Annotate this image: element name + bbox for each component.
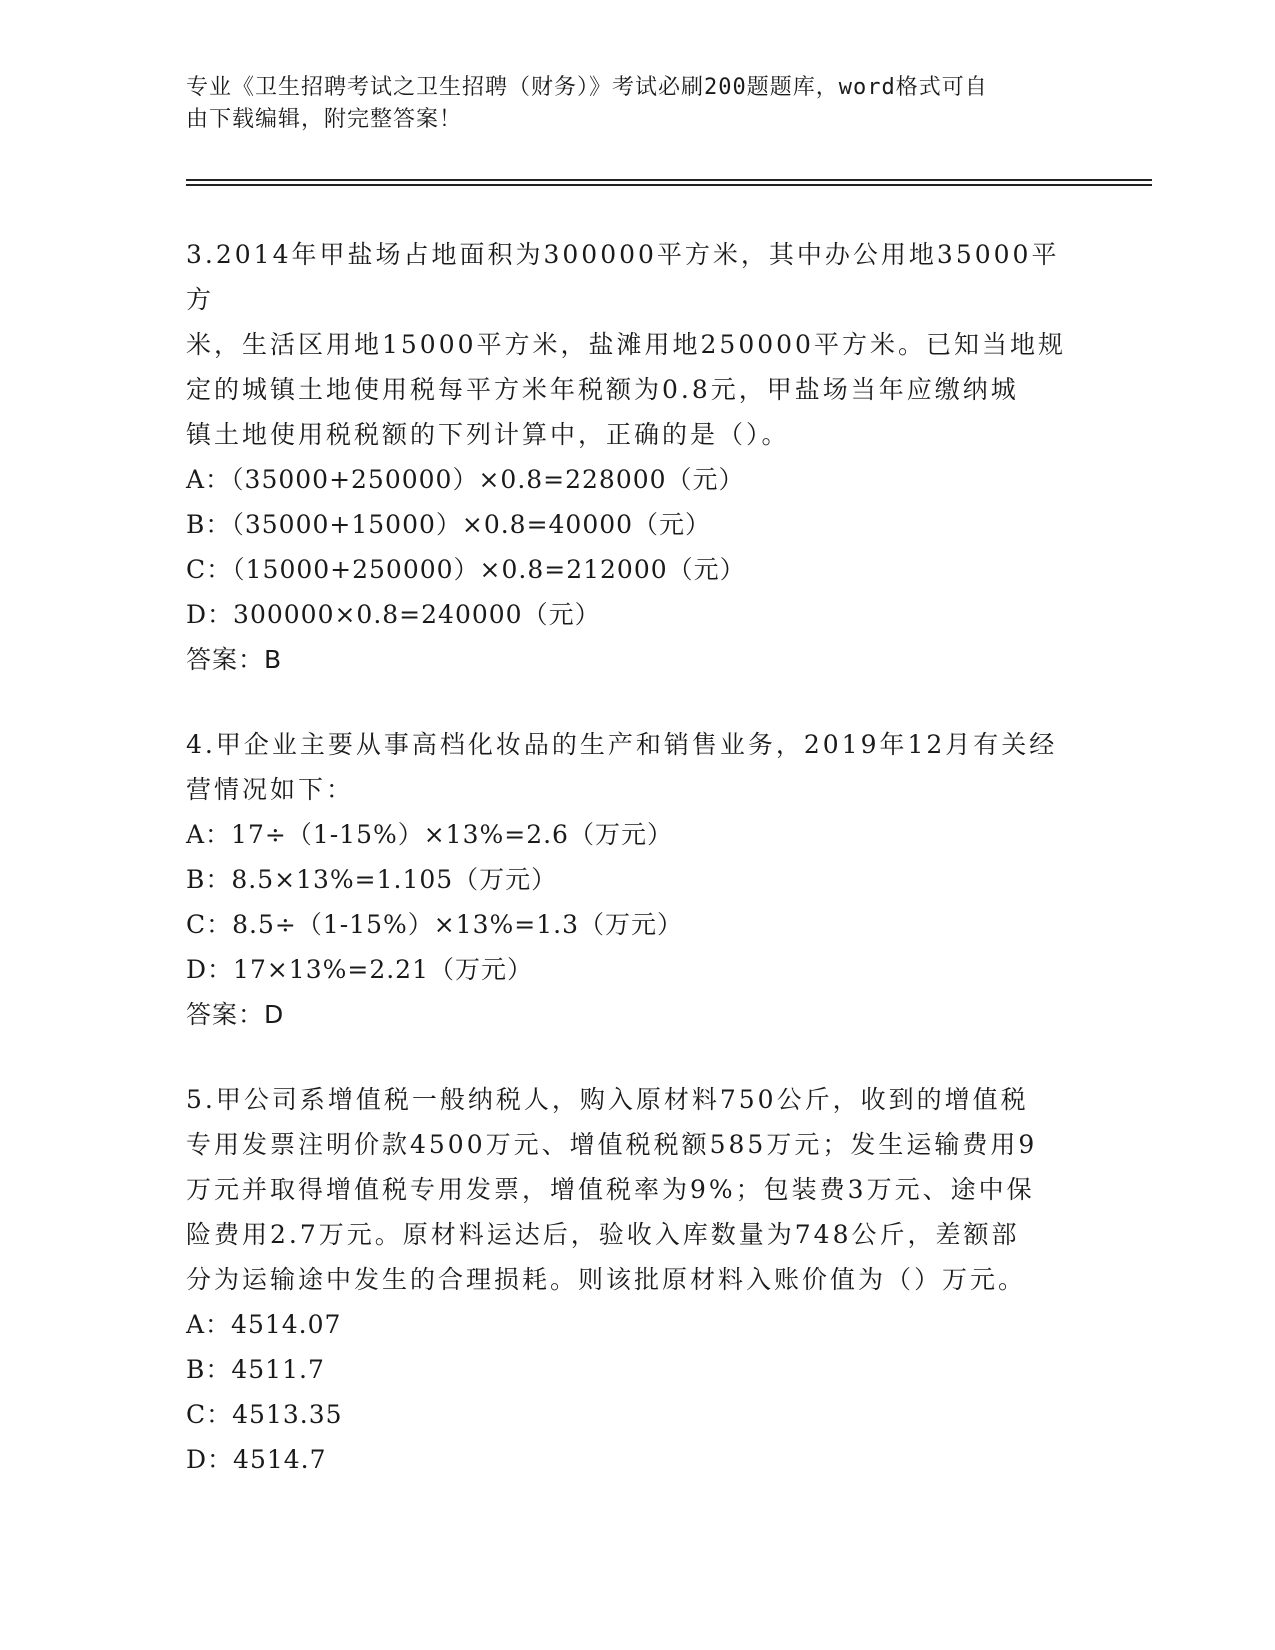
option-c: C：4513.35 [186, 1400, 343, 1429]
option-d: D：17×13%=2.21（万元） [186, 955, 533, 984]
stem-line: 险费用2.7万元。原材料运达后，验收入库数量为748公斤，差额部 [186, 1220, 1020, 1249]
stem-line: 专用发票注明价款4500万元、增值税税额585万元；发生运输费用9 [186, 1130, 1038, 1159]
option-c: C：8.5÷（1-15%）×13%=1.3（万元） [186, 910, 683, 939]
questions-list [186, 232, 1086, 1522]
option-b: B：4511.7 [186, 1355, 325, 1384]
question-stem [186, 232, 1086, 457]
header-line-2: 由下载编辑，附完整答案！ [186, 107, 463, 132]
option-a: A：（35000+250000）×0.8=228000（元） [186, 465, 745, 494]
option-a: A：17÷（1-15%）×13%=2.6（万元） [186, 820, 673, 849]
option-c: C：（15000+250000）×0.8=212000（元） [186, 555, 746, 584]
stem-line: 万元并取得增值税专用发票，增值税率为9%；包装费3万元、途中保 [186, 1175, 1035, 1204]
header-line-1: 专业《卫生招聘考试之卫生招聘（财务）》考试必刷200题题库，word格式可自 [186, 75, 988, 100]
stem-line: 5.甲公司系增值税一般纳税人，购入原材料750公斤，收到的增值税 [186, 1085, 1029, 1114]
stem-line: 镇土地使用税税额的下列计算中，正确的是（）。 [186, 420, 790, 449]
header-divider-bottom [186, 184, 1152, 186]
stem-line: 3.2014年甲盐场占地面积为300000平方米，其中办公用地35000平方 [186, 240, 1060, 314]
question-stem [186, 1077, 1086, 1302]
option-b: B：8.5×13%=1.105（万元） [186, 865, 558, 894]
question-4 [186, 722, 1086, 1037]
stem-line: 4.甲企业主要从事高档化妆品的生产和销售业务，2019年12月有关经 [186, 730, 1058, 759]
option-d: D：300000×0.8=240000（元） [186, 600, 601, 629]
question-5 [186, 1077, 1086, 1482]
stem-line: 分为运输途中发生的合理损耗。则该批原材料入账价值为（）万元。 [186, 1265, 1027, 1294]
option-a: A：4514.07 [186, 1310, 342, 1339]
stem-line: 营情况如下： [186, 775, 355, 804]
answer-line: 答案：D [186, 1000, 285, 1029]
option-b: B：（35000+15000）×0.8=40000（元） [186, 510, 712, 539]
option-d: D：4514.7 [186, 1445, 327, 1474]
document-header [186, 72, 1086, 136]
header-divider-top [186, 179, 1152, 181]
stem-line: 定的城镇土地使用税每平方米年税额为0.8元，甲盐场当年应缴纳城 [186, 375, 1019, 404]
question-stem [186, 722, 1086, 812]
stem-line: 米，生活区用地15000平方米，盐滩用地250000平方米。已知当地规 [186, 330, 1066, 359]
question-3 [186, 232, 1086, 682]
answer-line: 答案：B [186, 645, 283, 674]
